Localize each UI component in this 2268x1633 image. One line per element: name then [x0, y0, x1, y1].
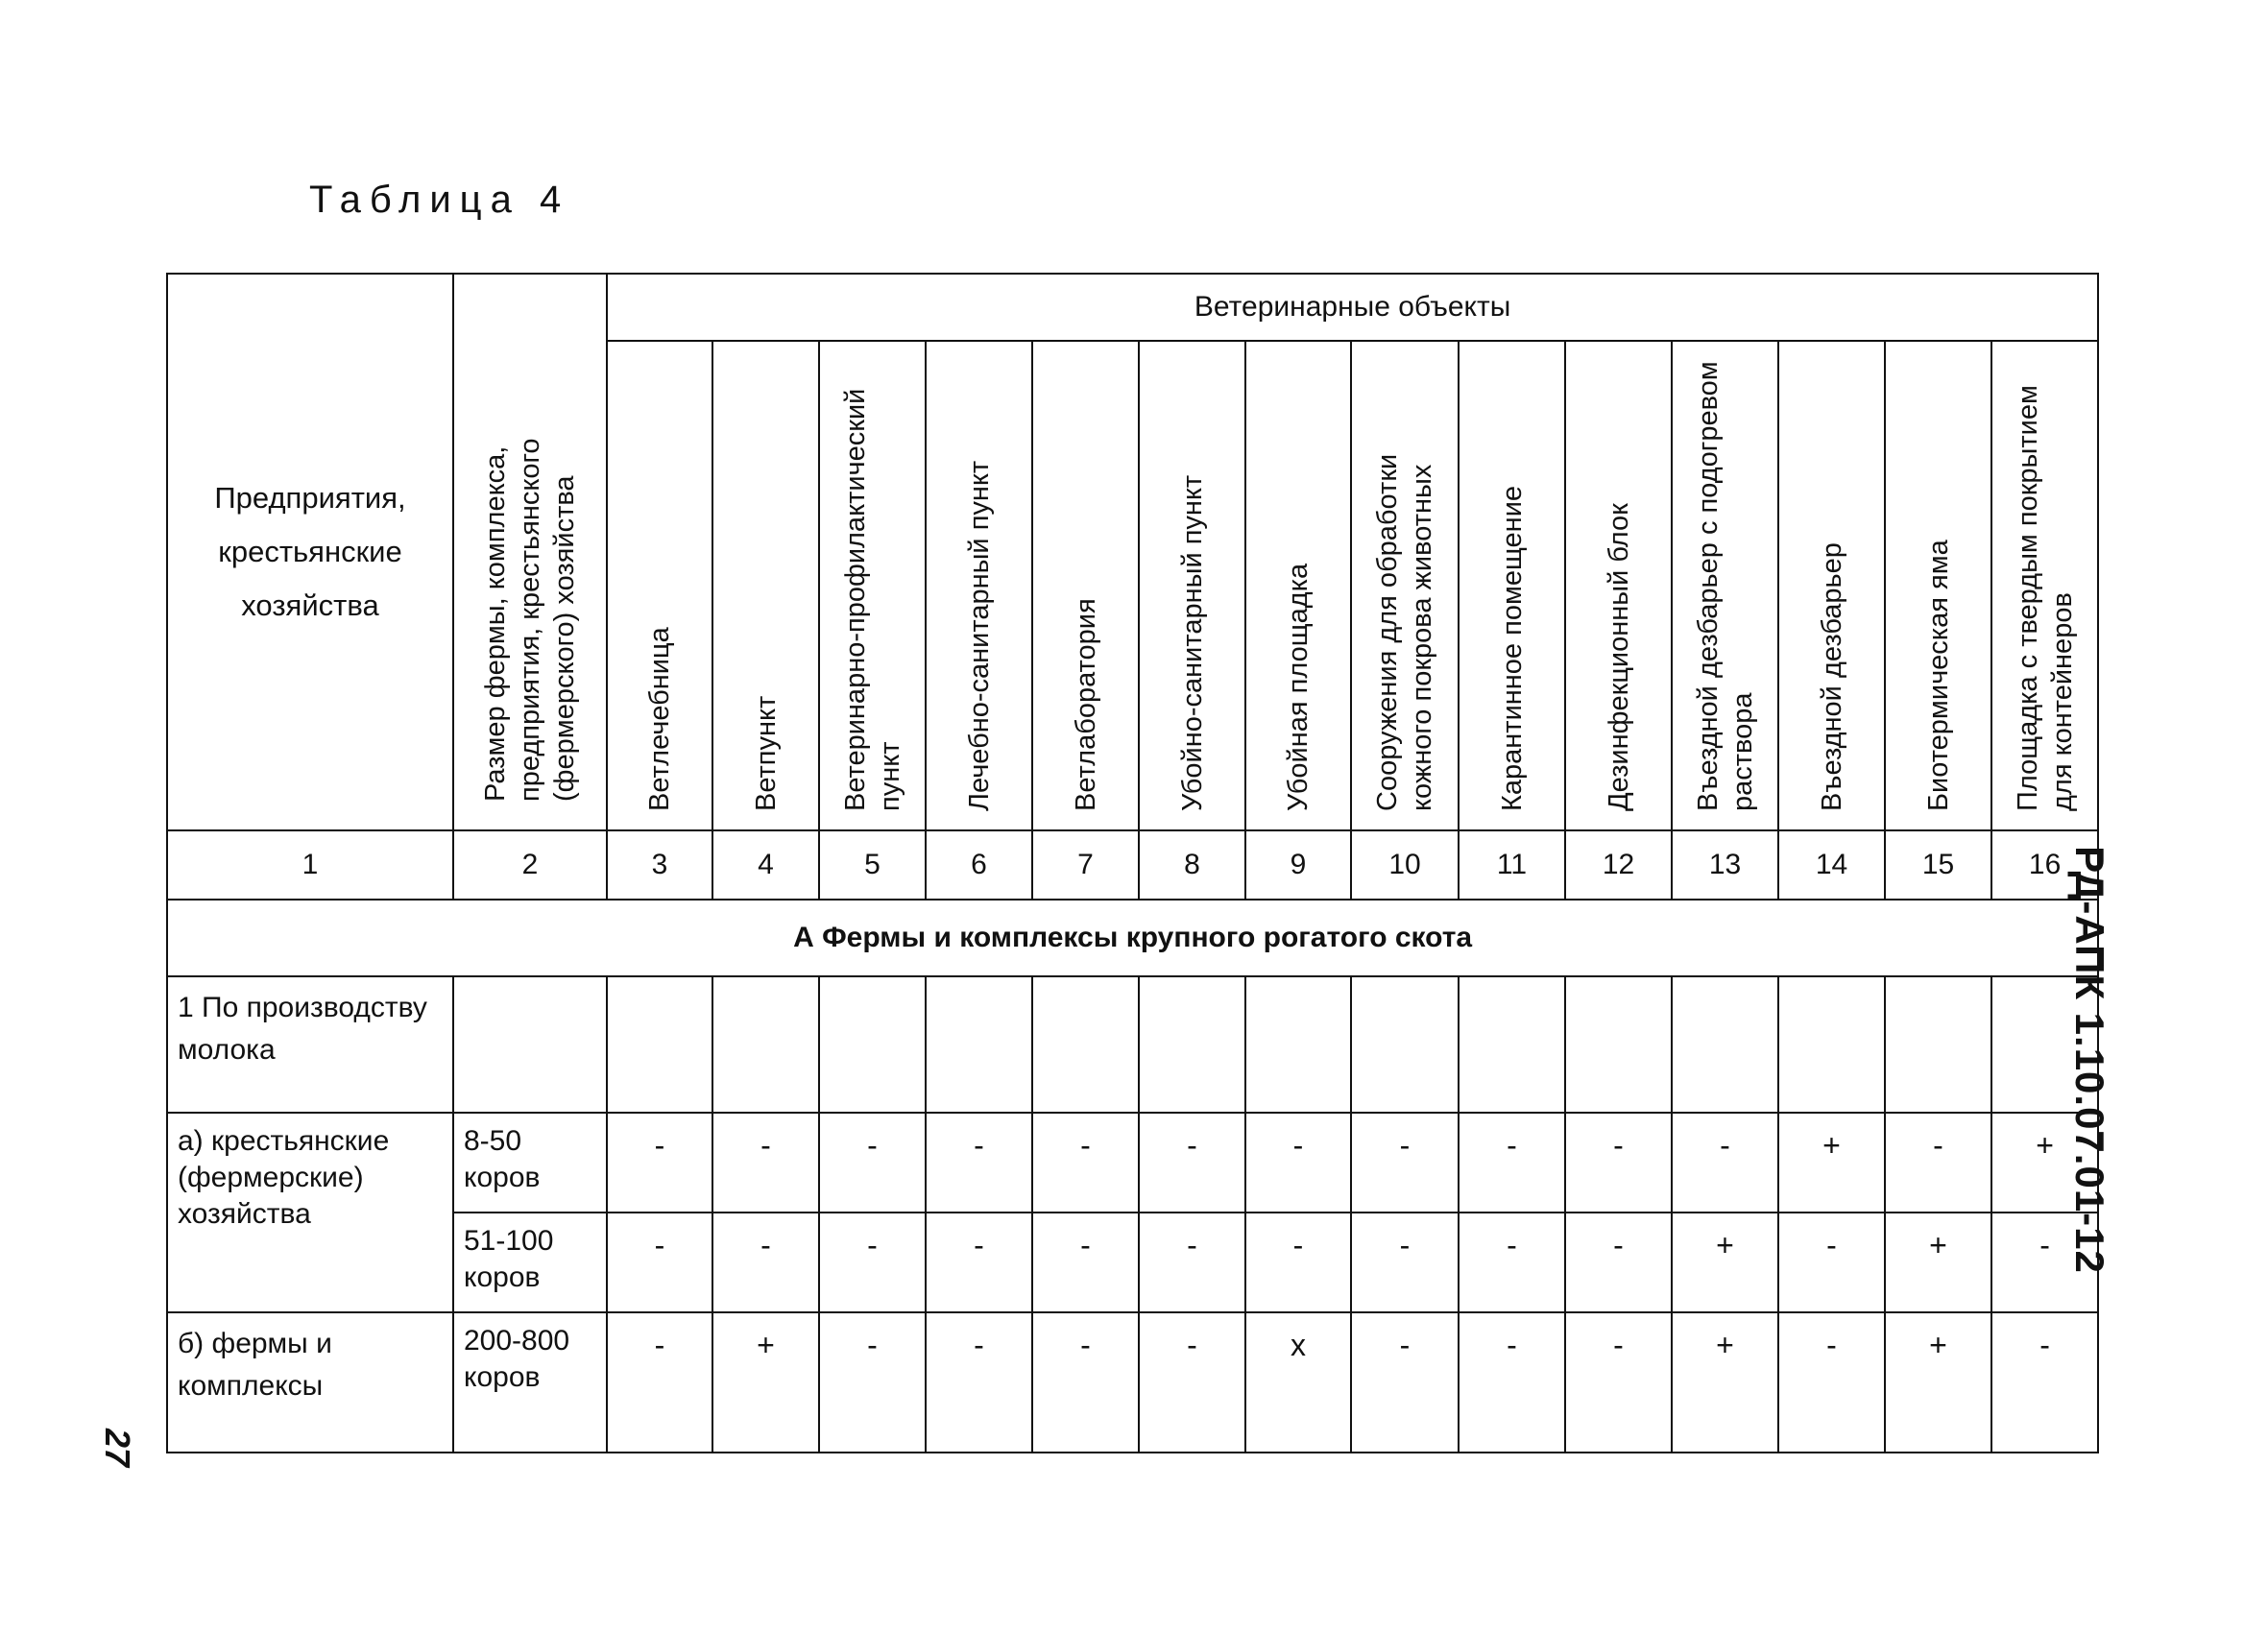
col-number: 14 — [1778, 830, 1885, 900]
empty-cell — [926, 976, 1032, 1113]
mark-cell: - — [1672, 1113, 1778, 1213]
empty-cell — [1459, 976, 1565, 1113]
header-object-9 — [1245, 341, 1351, 830]
header-object-14 — [1778, 341, 1885, 830]
col-number: 2 — [453, 830, 607, 900]
mark-cell: - — [1351, 1213, 1459, 1312]
empty-cell — [1885, 976, 1991, 1113]
empty-cell — [607, 976, 712, 1113]
row-label: б) фермы и комплексы — [167, 1312, 453, 1453]
mark-cell: - — [1032, 1213, 1139, 1312]
empty-cell — [1245, 976, 1351, 1113]
size-label: 200-800 коров — [453, 1312, 607, 1453]
col-number: 11 — [1459, 830, 1565, 900]
header-object-16-text: Площадка с твердым покрытием для контейнеров — [2012, 385, 2078, 811]
mark-cell: - — [1139, 1213, 1245, 1312]
header-size — [453, 274, 607, 830]
col-number: 9 — [1245, 830, 1351, 900]
col-number: 3 — [607, 830, 712, 900]
mark-cell: - — [1459, 1213, 1565, 1312]
mark-cell: - — [926, 1312, 1032, 1453]
page-number-text: 27 — [98, 1428, 137, 1468]
header-object-13 — [1672, 341, 1778, 830]
header-object-8 — [1139, 341, 1245, 830]
col-number: 7 — [1032, 830, 1139, 900]
col-number: 6 — [926, 830, 1032, 900]
header-object-7 — [1032, 341, 1139, 830]
col-number: 16 — [1991, 830, 2098, 900]
col-number: 4 — [712, 830, 819, 900]
mark-cell: - — [926, 1113, 1032, 1213]
mark-cell: - — [1032, 1113, 1139, 1213]
empty-cell — [1351, 976, 1459, 1113]
column-number-row — [167, 830, 2098, 900]
col-number: 1 — [167, 830, 453, 900]
mark-cell: - — [712, 1113, 819, 1213]
document-code-text: РД-АПК 1.10.07.01-12 — [2067, 846, 2112, 1274]
table-row — [167, 976, 2098, 1113]
mark-cell: - — [1139, 1312, 1245, 1453]
mark-cell: - — [1459, 1312, 1565, 1453]
header-veterinary-objects: Ветеринарные объекты — [607, 274, 2098, 341]
col-number: 5 — [819, 830, 926, 900]
header-object-11-text: Карантинное помещение — [1496, 485, 1528, 811]
mark-cell: x — [1245, 1312, 1351, 1453]
header-object-9-text: Убойная площадка — [1283, 563, 1314, 811]
section-title: А Фермы и комплексы крупного рогатого скота — [167, 900, 2098, 976]
col-number: 13 — [1672, 830, 1778, 900]
mark-cell: - — [819, 1213, 926, 1312]
mark-cell: - — [1245, 1113, 1351, 1213]
mark-cell: - — [1778, 1213, 1885, 1312]
header-object-3-text: Ветлечебница — [644, 627, 675, 811]
mark-cell: - — [1351, 1312, 1459, 1453]
mark-cell: - — [1351, 1113, 1459, 1213]
header-object-6-text: Лечебно-санитарный пункт — [963, 460, 995, 811]
mark-cell: + — [1778, 1113, 1885, 1213]
mark-cell: + — [1885, 1312, 1991, 1453]
row-label: 1 По производству молока — [167, 976, 453, 1113]
mark-cell: - — [1459, 1113, 1565, 1213]
empty-cell — [1565, 976, 1672, 1113]
header-size-text: Размер фермы, комплекса, предприятия, крестьянского (фермерского) хозяйства — [480, 438, 580, 802]
header-object-15 — [1885, 341, 1991, 830]
header-object-11 — [1459, 341, 1565, 830]
header-object-4-text: Ветпункт — [750, 695, 782, 811]
mark-cell: - — [1991, 1312, 2098, 1453]
header-object-10-text: Сооружения для обработки кожного покрова животных — [1372, 453, 1437, 811]
size-label: 51-100 коров — [453, 1213, 607, 1312]
mark-cell: - — [1778, 1312, 1885, 1453]
header-object-4 — [712, 341, 819, 830]
empty-cell — [1139, 976, 1245, 1113]
mark-cell: + — [1991, 1113, 2098, 1213]
mark-cell: - — [1565, 1312, 1672, 1453]
mark-cell: + — [712, 1312, 819, 1453]
mark-cell: - — [1991, 1213, 2098, 1312]
mark-cell: + — [1672, 1312, 1778, 1453]
header-object-15-text: Биотермическая яма — [1922, 540, 1954, 811]
header-object-7-text: Ветлаборатория — [1070, 598, 1101, 811]
header-object-8-text: Убойно-санитарный пункт — [1176, 474, 1208, 811]
mark-cell: - — [1032, 1312, 1139, 1453]
empty-cell — [712, 976, 819, 1113]
empty-cell — [453, 976, 607, 1113]
mark-cell: - — [712, 1213, 819, 1312]
col-number: 8 — [1139, 830, 1245, 900]
table-caption: Таблица 4 — [309, 179, 570, 221]
mark-cell: - — [607, 1113, 712, 1213]
empty-cell — [1032, 976, 1139, 1113]
size-label: 8-50 коров — [453, 1113, 607, 1213]
mark-cell: - — [1139, 1113, 1245, 1213]
empty-cell — [1672, 976, 1778, 1113]
empty-cell — [819, 976, 926, 1113]
mark-cell: + — [1885, 1213, 1991, 1312]
mark-cell: + — [1672, 1213, 1778, 1312]
mark-cell: - — [926, 1213, 1032, 1312]
header-object-12-text: Дезинфекционный блок — [1603, 503, 1634, 811]
mark-cell: - — [819, 1113, 926, 1213]
header-object-5 — [819, 341, 926, 830]
row-label: а) крестьянские (фермерские) хозяйства — [167, 1113, 453, 1312]
veterinary-objects-table — [166, 273, 2099, 1453]
table-row — [167, 1213, 2098, 1312]
header-object-6 — [926, 341, 1032, 830]
header-object-12 — [1565, 341, 1672, 830]
table-row — [167, 1113, 2098, 1213]
mark-cell: - — [1565, 1113, 1672, 1213]
table-row — [167, 1312, 2098, 1453]
header-enterprises: Предприятия, крестьянские хозяйства — [167, 274, 453, 830]
mark-cell: - — [607, 1213, 712, 1312]
header-object-10 — [1351, 341, 1459, 830]
col-number: 15 — [1885, 830, 1991, 900]
col-number: 10 — [1351, 830, 1459, 900]
header-object-14-text: Въездной дезбарьер — [1816, 542, 1847, 811]
mark-cell: - — [607, 1312, 712, 1453]
mark-cell: - — [819, 1312, 926, 1453]
header-object-5-text: Ветеринарно-профилактический пункт — [839, 388, 905, 811]
header-object-3 — [607, 341, 712, 830]
mark-cell: - — [1885, 1113, 1991, 1213]
header-object-16 — [1991, 341, 2098, 830]
empty-cell — [1778, 976, 1885, 1113]
mark-cell: - — [1565, 1213, 1672, 1312]
mark-cell: - — [1245, 1213, 1351, 1312]
header-object-13-text: Въездной дезбарьер с подогревом раствора — [1692, 361, 1758, 811]
col-number: 12 — [1565, 830, 1672, 900]
